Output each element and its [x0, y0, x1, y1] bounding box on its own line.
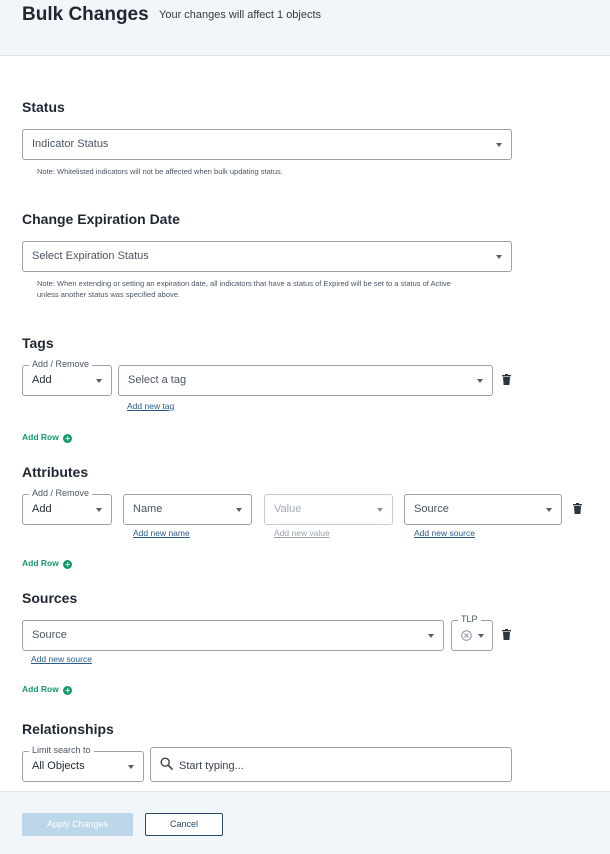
- limit-search-value: All Objects: [32, 760, 85, 772]
- caret-down-icon: [478, 634, 484, 638]
- add-new-tag-link[interactable]: Add new tag: [127, 401, 175, 411]
- tags-add-remove-legend: Add / Remove: [29, 358, 92, 370]
- expiration-section-title: Change Expiration Date: [22, 211, 180, 227]
- limit-search-legend: Limit search to: [29, 744, 94, 756]
- attribute-name-value: Name: [133, 503, 163, 515]
- tag-select[interactable]: [118, 365, 493, 396]
- status-note: Note: Whitelisted indicators will not be affected when bulk updating status.: [37, 167, 283, 176]
- caret-down-icon: [496, 255, 502, 259]
- attribute-name-select[interactable]: [123, 494, 252, 525]
- limit-search-select[interactable]: [22, 745, 144, 782]
- relationships-section-title: Relationships: [22, 721, 114, 737]
- footer-bar: [0, 791, 610, 854]
- plus-circle-icon: +: [63, 560, 72, 569]
- attribute-source-value: Source: [414, 503, 449, 515]
- caret-down-icon: [96, 379, 102, 383]
- caret-down-icon: [96, 508, 102, 512]
- indicator-status-select[interactable]: [22, 129, 512, 160]
- attributes-add-remove-select[interactable]: [22, 488, 112, 525]
- add-new-value-link[interactable]: Add new value: [274, 528, 330, 538]
- apply-changes-button[interactable]: Apply Changes: [22, 813, 133, 836]
- expiration-status-value: Select Expiration Status: [32, 250, 149, 262]
- status-section-title: Status: [22, 99, 65, 115]
- attribute-value-select[interactable]: [264, 494, 393, 525]
- add-new-source-link[interactable]: Add new source: [31, 654, 92, 664]
- plus-circle-icon: +: [63, 434, 72, 443]
- sources-add-row-button[interactable]: [22, 684, 72, 695]
- tlp-legend: TLP: [458, 613, 481, 625]
- attributes-section-title: Attributes: [22, 464, 89, 480]
- tlp-select[interactable]: [451, 614, 493, 651]
- source-select-value: Source: [32, 629, 67, 641]
- attributes-add-row-button[interactable]: [22, 558, 72, 569]
- attributes-add-remove-legend: Add / Remove: [29, 487, 92, 499]
- tags-add-remove-select[interactable]: [22, 359, 112, 396]
- caret-down-icon: [377, 508, 383, 512]
- attribute-value-value: Value: [274, 503, 302, 515]
- caret-down-icon: [236, 508, 242, 512]
- attributes-add-row-label: Add Row: [22, 558, 59, 568]
- tags-add-row-button[interactable]: [22, 432, 72, 443]
- add-new-source-link[interactable]: Add new source: [414, 528, 475, 538]
- attributes-add-remove-value: Add: [32, 503, 52, 515]
- page-title: Bulk Changes: [22, 4, 149, 25]
- expiration-note-line2: unless another status was specified above.: [37, 290, 181, 299]
- source-select[interactable]: [22, 620, 444, 651]
- sources-section-title: Sources: [22, 590, 78, 606]
- indicator-status-value: Indicator Status: [32, 138, 109, 150]
- plus-circle-icon: +: [63, 686, 72, 695]
- expiration-status-select[interactable]: [22, 241, 512, 272]
- clear-circle-icon[interactable]: [461, 630, 472, 641]
- trash-icon[interactable]: [502, 374, 511, 385]
- attribute-source-select[interactable]: [404, 494, 562, 525]
- relationship-search-input[interactable]: [150, 747, 512, 782]
- page-header: [0, 0, 610, 56]
- search-icon: [160, 757, 173, 770]
- cancel-button[interactable]: Cancel: [145, 813, 223, 836]
- tags-add-remove-value: Add: [32, 374, 52, 386]
- page-subtitle: Your changes will affect 1 objects: [159, 9, 322, 21]
- trash-icon[interactable]: [502, 629, 511, 640]
- tags-section-title: Tags: [22, 335, 54, 351]
- expiration-note-line1: Note: When extending or setting an expiration date, all indicators that have a status of Expired will be set to a status of Active: [37, 279, 451, 288]
- tag-select-value: Select a tag: [128, 374, 187, 386]
- add-new-name-link[interactable]: Add new name: [133, 528, 190, 538]
- caret-down-icon: [128, 765, 134, 769]
- caret-down-icon: [477, 379, 483, 383]
- trash-icon[interactable]: [573, 503, 582, 514]
- sources-add-row-label: Add Row: [22, 684, 59, 694]
- caret-down-icon: [546, 508, 552, 512]
- search-placeholder: Start typing...: [179, 760, 244, 772]
- caret-down-icon: [496, 143, 502, 147]
- caret-down-icon: [428, 634, 434, 638]
- tags-add-row-label: Add Row: [22, 432, 59, 442]
